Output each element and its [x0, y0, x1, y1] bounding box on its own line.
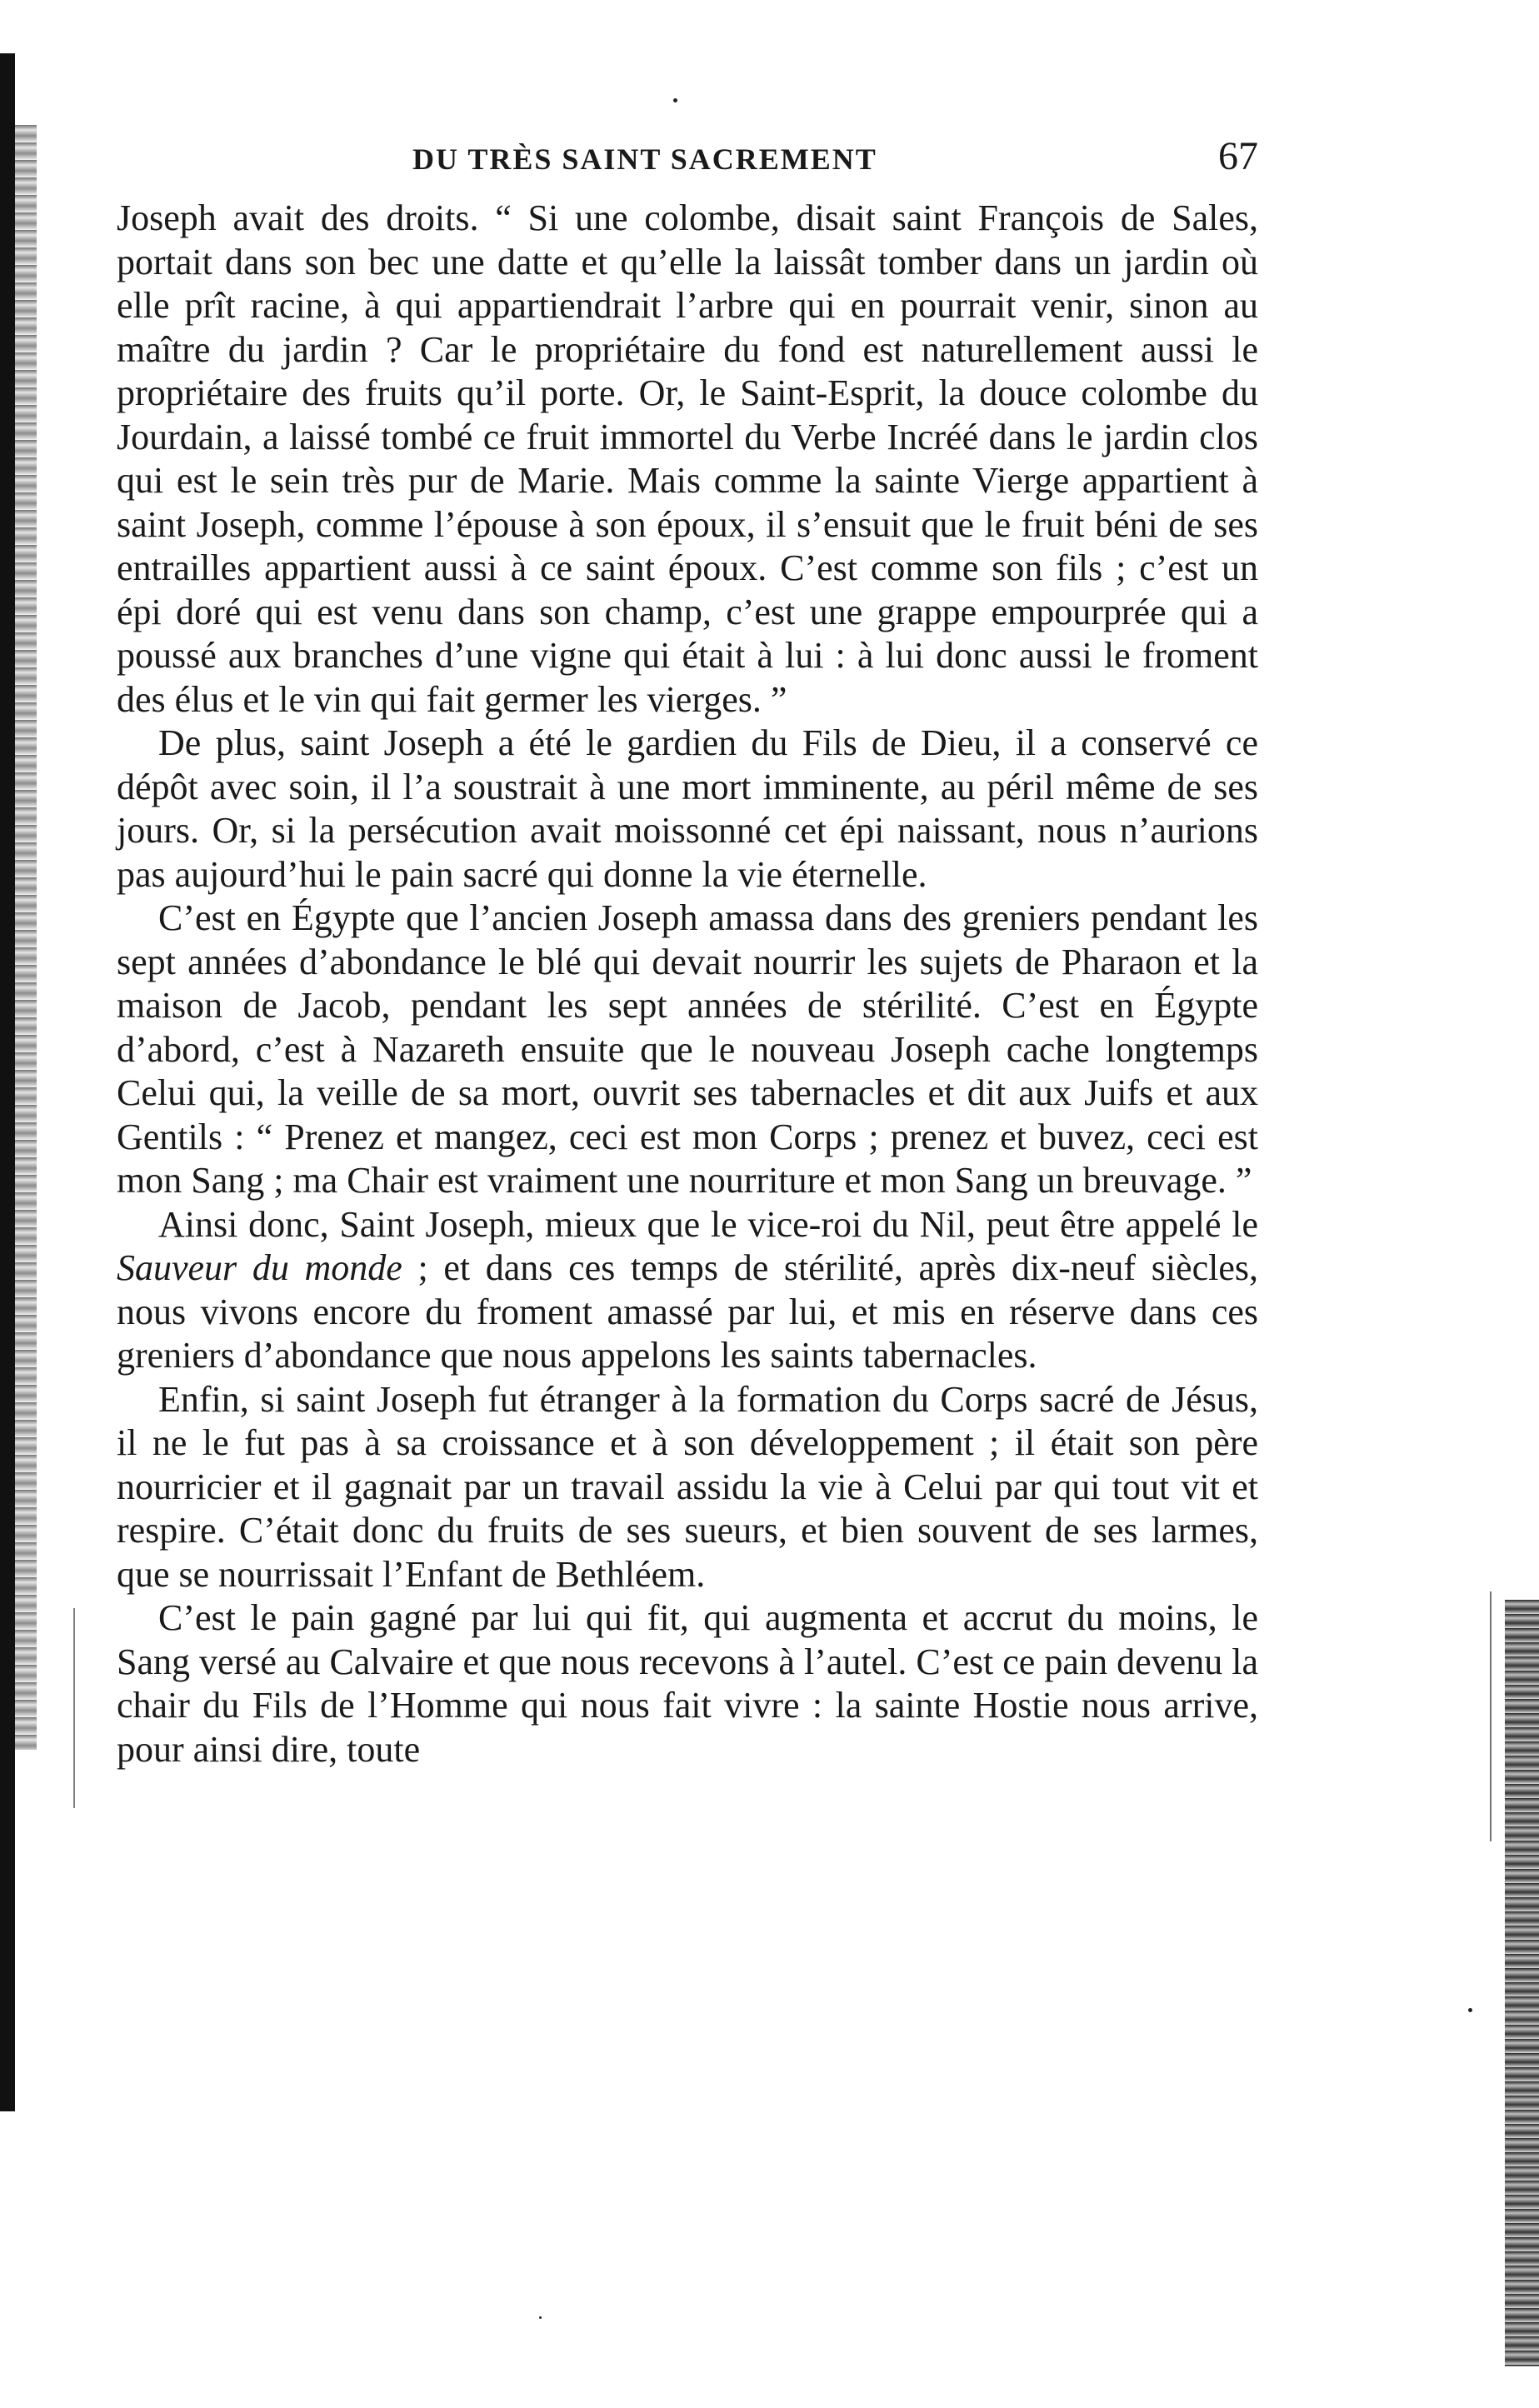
scan-speck: [1468, 2008, 1472, 2012]
body-text: [117, 197, 1258, 1771]
paragraph: C’est en Égypte que l’ancien Joseph amassa dans des greniers pendant les sept années d’abondance le blé qui devait nourrir les sujets de Pharaon et la maison de Jacob, pendant les sept années de stérilité. C’est en Égypte d’abord, c’est à Nazareth ensuite que le nouveau Joseph cache longtemps Celui qui, la veille de sa mort, ouvrit ses tabernacles et dit aux Juifs et aux Gentils : “ Prenez et mangez, ceci est mon Corps ; prenez et buvez, ceci est mon Sang ; ma Chair est vraiment une nourriture et mon Sang un breuvage. ”: [117, 897, 1258, 1201]
scan-edge-left: [0, 53, 15, 2111]
paragraph: De plus, saint Joseph a été le gardien du Fils de Dieu, il a conservé ce dépôt avec soin, il l’a soustrait à une mort imminente, au péril même de ses jours. Or, si la persécution avait moissonné cet épi naissant, nous n’aurions pas aujourd’hui le pain sacré qui donne la vie éternelle.: [117, 722, 1258, 895]
paragraph: [117, 1203, 1258, 1378]
scan-edge-right: [1505, 1600, 1539, 2366]
scan-speck: [673, 98, 677, 102]
scan-mark-right: [1490, 1591, 1492, 1841]
page-number: 67: [1218, 134, 1258, 178]
scan-mark-left: [73, 1608, 75, 1808]
paragraph: C’est le pain gagné par lui qui fit, qui augmenta et accrut du moins, le Sang versé au Calvaire et que nous recevons à l’autel. C’est ce pain devenu la chair du Fils de l’Homme qui nous fait vivre : la sainte Hostie nous arrive, pour ainsi dire, toute: [117, 1597, 1258, 1770]
paragraph-text: ; et dans ces temps de stérilité, après dix-neuf siècles, nous vivons encore du froment amassé par lui, et mis en réserve dans ces greniers d’abondance que nous appelons les saints tabernacles.: [117, 1247, 1258, 1376]
paragraph-text: Ainsi donc, Saint Joseph, mieux que le vice-roi du Nil, peut être appelé le: [158, 1203, 1258, 1245]
running-head: DU TRÈS SAINT SACREMENT: [412, 142, 877, 176]
page-header: [117, 133, 1258, 183]
italic-phrase: Sauveur du monde: [117, 1247, 402, 1288]
scan-speck: [539, 2316, 542, 2319]
paragraph: Enfin, si saint Joseph fut étranger à la formation du Corps sacré de Jésus, il ne le fut pas à sa croissance et à son développement ; il était son père nourricier et il gagnait par un travail assidu la vie à Celui par qui tout vit et respire. C’était donc du fruits de ses sueurs, et bien souvent de ses larmes, que se nourrissait l’Enfant de Bethléem.: [117, 1378, 1258, 1595]
scan-edge-left-shadow: [15, 125, 37, 1750]
paragraph: Joseph avait des droits. “ Si une colombe, disait saint François de Sales, portait dans son bec une datte et qu’elle la laissât tomber dans un jardin où elle prît racine, à qui appartiendrait l’arbre qui en pourrait venir, sinon au maître du jardin ? Car le propriétaire du fond est naturellement aussi le propriétaire des fruits qu’il porte. Or, le Saint-Esprit, la douce colombe du Jourdain, a laissé tombé ce fruit immortel du Verbe Incréé dans le jardin clos qui est le sein très pur de Marie. Mais comme la sainte Vierge appartient à saint Joseph, comme l’épouse à son époux, il s’ensuit que le fruit béni de ses entrailles appartient aussi à ce saint époux. C’est comme son fils ; c’est un épi doré qui est venu dans son champ, c’est une grappe empourprée qui a poussé aux branches d’une vigne qui était à lui : à lui donc aussi le froment des élus et le vin qui fait germer les vierges. ”: [117, 197, 1258, 720]
